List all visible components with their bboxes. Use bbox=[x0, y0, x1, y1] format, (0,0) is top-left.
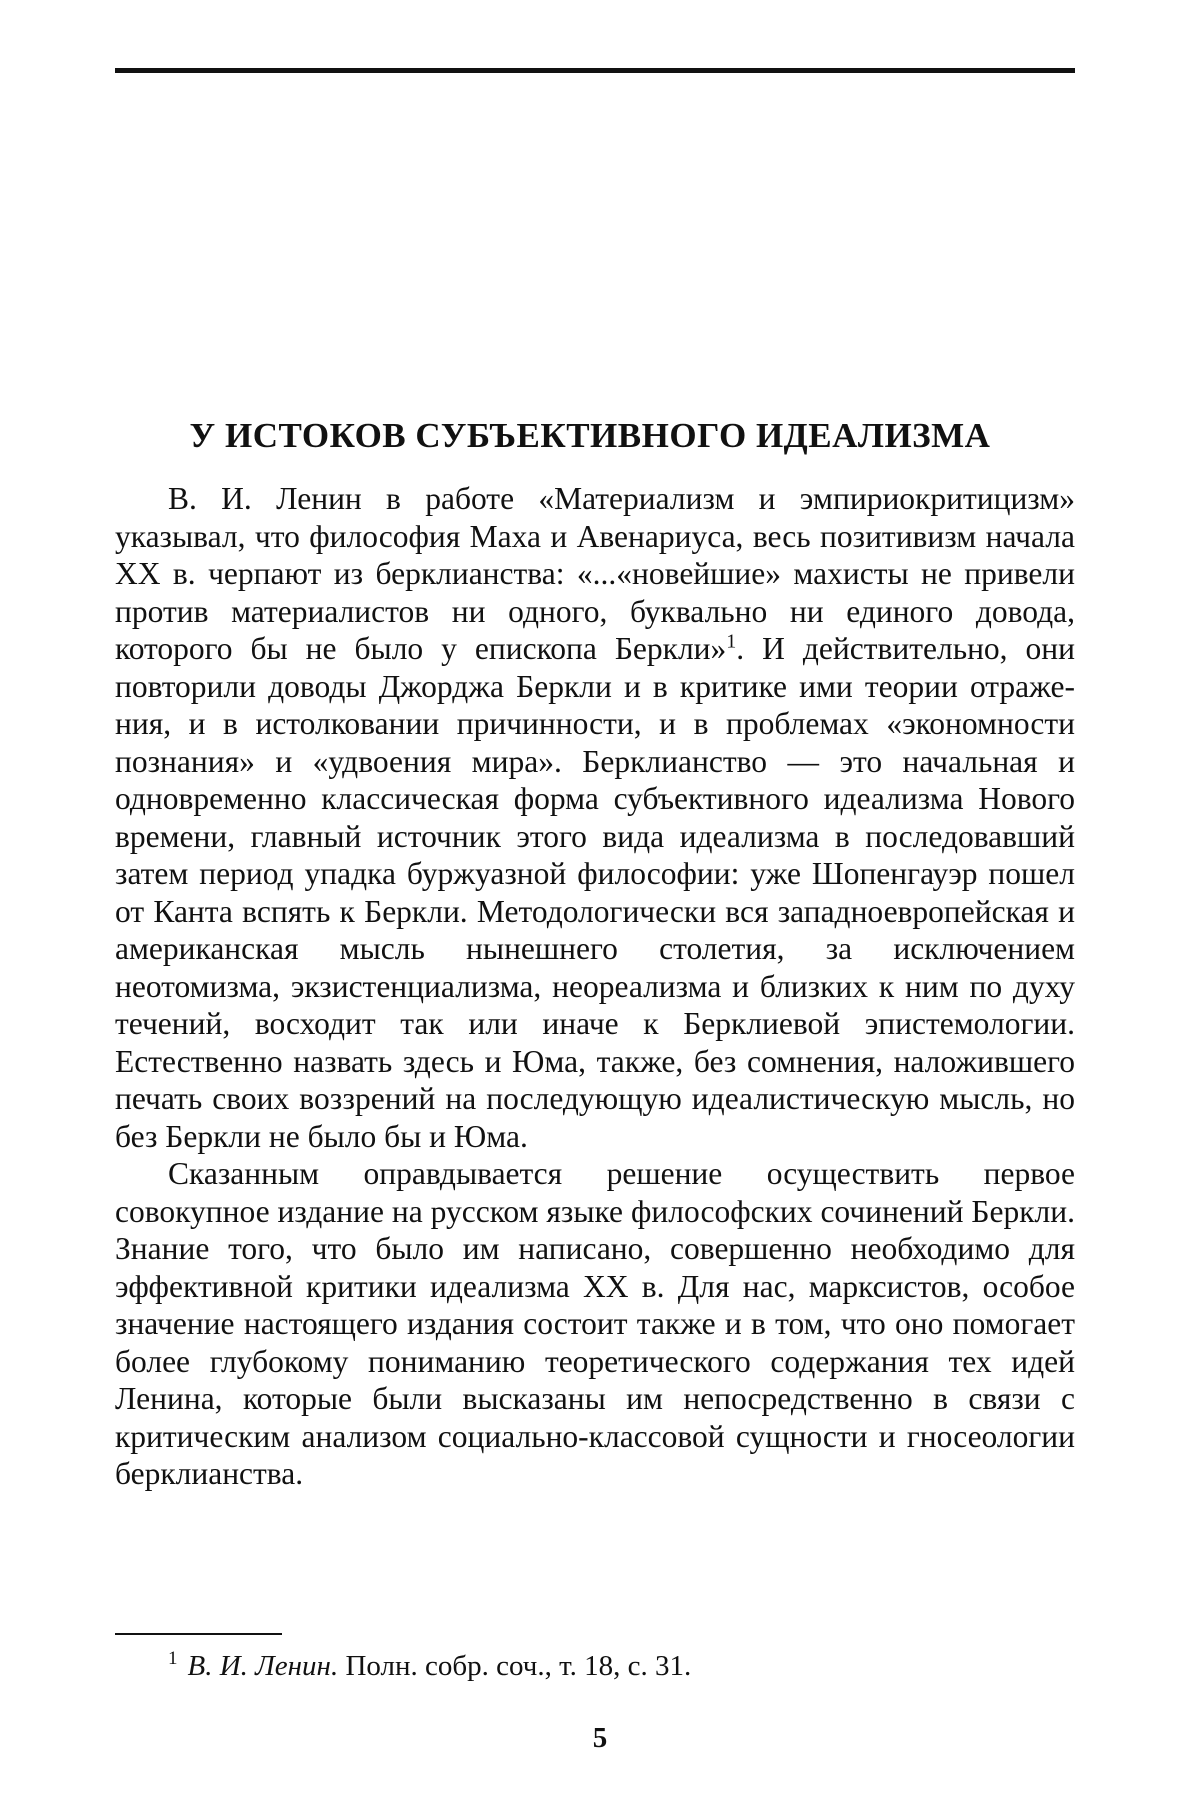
page-number: 5 bbox=[592, 1722, 608, 1754]
footnote-marker: 1 bbox=[726, 630, 737, 653]
paragraph-1-part-b: . И действительно, они повторили доводы Джорджа Беркли и в критике ими теории отражения, и в истолковании причинности, и в проблемах «экономности познания» и «удвоения мира». Берклианство — это начальная и одновременно классическая форма субъективного идеализма Нового времени, главный источник этого вида идеализма в последовавший затем период упадка буржуазной философии: уже Шопенгауэр пошел от Канта вспять к Беркли. Методологически вся западноевропейская и американская мысль нынешнего столетия, за исключением неотомизма, экзистенциализма, неореализма и близких к ним по духу течений, восходит так или иначе к Берклиевой эпистемологии. Естественно назвать здесь и Юма, также, без сомнения, наложившего печать своих воззрений на последующую идеалистическую мысль, но без Беркли не было бы и Юма. bbox=[115, 631, 1075, 1154]
footnote-text: Полн. собр. соч., т. 18, с. 31. bbox=[345, 1650, 692, 1682]
footnote bbox=[168, 1648, 1068, 1684]
top-rule bbox=[115, 68, 1075, 73]
paragraph-2: Сказанным оправдывается решение осуществить первое совокупное издание на русском языке философских сочинений Беркли. Знание того, что было им написано, совершенно необходимо для эффективной критики идеализма XX в. Для нас, марксистов, особое значение настоящего издания состоит также и в том, что оно помогает более глубокому пониманию теоретического содержания тех идей Ленина, которые были высказаны им непосредственно в связи с критическим анализом социально-классовой сущности и гносеологии берклианства. bbox=[115, 1156, 1075, 1491]
body-text bbox=[115, 480, 1075, 1493]
page-title: У ИСТОКОВ СУБЪЕКТИВНОГО ИДЕАЛИЗМА bbox=[189, 416, 991, 455]
paragraph-1 bbox=[115, 480, 1075, 1155]
footnote-number: 1 bbox=[168, 1648, 178, 1670]
footnote-author: В. И. Ленин. bbox=[187, 1650, 339, 1682]
paragraph-1-part-a: В. И. Ленин в работе «Материализм и эмпириокритицизм» указывал, что философия Маха и Авенариуса, весь позитивизм начала XX в. черпают из берклианства: «...«новейшие» махисты не привели против материалистов ни одного, буквально ни единого довода, которого бы не было у епископа Беркли» bbox=[115, 481, 1075, 666]
footnote-rule bbox=[115, 1633, 282, 1635]
